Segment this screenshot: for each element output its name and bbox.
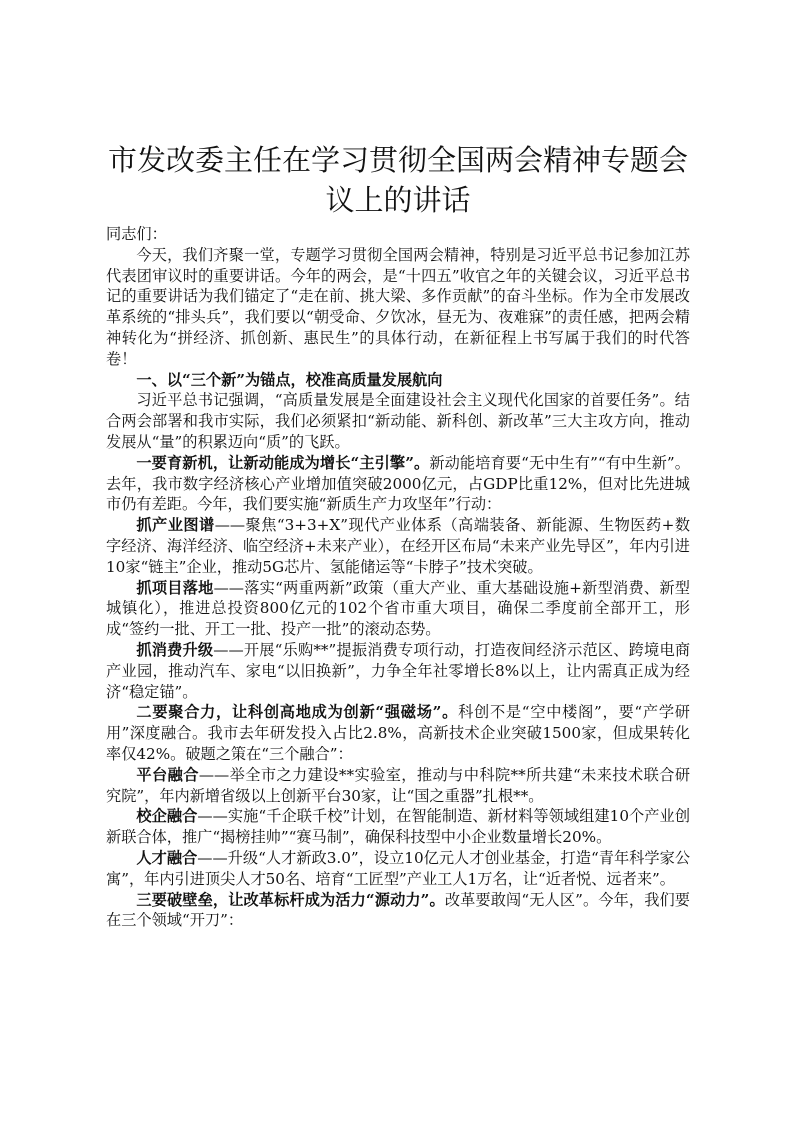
item-5-paragraph [106, 806, 690, 848]
point-2-paragraph [106, 702, 690, 764]
point-2-heading: 二要聚合力，让科创高地成为创新“强磁场”。 [136, 703, 459, 722]
item-6-label: 人才融合 [136, 848, 198, 867]
item-6-paragraph [106, 848, 690, 890]
point-3-paragraph [106, 890, 690, 932]
point-1-text: 新动能培育要“无中生有”“有中生新”。去年，我市数字经济核心产业增加值突破2000亿元，占GDP比重12%，但对比先进城市仍有差距。今年，我们要实施“新质生产力攻坚年”行动： [106, 453, 690, 514]
document-body [106, 224, 690, 931]
document-title [106, 140, 690, 220]
section-1-intro: 习近平总书记强调，“高质量发展是全面建设社会主义现代化国家的首要任务”。结合两会部署和我市实际，我们必须紧扣“新动能、新科创、新改革”三大主攻方向，推动发展从“量”的积累迈向“质”的飞跃。 [106, 391, 690, 451]
salutation: 同志们： [106, 225, 167, 243]
item-4-label: 平台融合 [136, 765, 199, 784]
item-2-paragraph [106, 578, 690, 640]
document-page [106, 140, 690, 931]
item-2-label: 抓项目落地 [136, 578, 214, 597]
item-3-label: 抓消费升级 [136, 640, 214, 659]
item-2-text: ——落实“两重两新”政策（重大产业、重大基础设施+新型消费、新型城镇化），推进总投资800亿元的102个省市重大项目，确保二季度前全部开工，形成“签约一批、开工一批、投产一批”的滚动态势。 [106, 578, 690, 639]
item-5-label: 校企融合 [136, 807, 198, 826]
title-line-1: 市发改委主任在学习贯彻全国两会精神专题会 [107, 143, 688, 177]
point-1-heading: 一要育新机，让新动能成为增长“主引擎”。 [136, 453, 430, 472]
item-1-text: ——聚焦“3+3+X”现代产业体系（高端装备、新能源、生物医药+数字经济、海洋经济、临空经济+未来产业），在经开区布局“未来产业先导区”，年内引进10家“链主”企业，推动5G芯片、氢能储运等“卡脖子”技术突破。 [106, 516, 691, 576]
item-5-text: ——实施“千企联千校”计划，在智能制造、新材料等领域组建10个产业创新联合体，推广“揭榜挂帅”“赛马制”，确保科技型中小企业数量增长20%。 [106, 807, 691, 847]
item-4-paragraph [106, 765, 690, 807]
point-2-text: 科创不是“空中楼阁”，要“产学研用”深度融合。我市去年研发投入占比2.8%，高新技术企业突破1500家，但成果转化率仅42%。破题之策在“三个融合”： [106, 703, 690, 763]
point-3-heading: 三要破壁垒，让改革标杆成为活力“源动力”。 [136, 890, 445, 909]
item-3-paragraph [106, 640, 690, 702]
item-1-paragraph [106, 515, 690, 577]
item-1-label: 抓产业图谱 [136, 516, 215, 535]
section-1-heading: 一、以“三个新”为锚点，校准高质量发展航向 [136, 370, 443, 389]
point-3-text: 改革要敢闯“无人区”。今年，我们要在三个领域“开刀”： [106, 890, 690, 930]
intro-paragraph: 今天，我们齐聚一堂，专题学习贯彻全国两会精神，特别是习近平总书记参加江苏代表团审议时的重要讲话。今年的两会，是“十四五”收官之年的关键会议，习近平总书记的重要讲话为我们锚定了“走在前、挑大梁、多作贡献”的奋斗坐标。作为全市发展改革系统的“排头兵”，我们要以“朝受命、夕饮冰，昼无为、夜难寐”的责任感，把两会精神转化为“拼经济、抓创新、惠民生”的具体行动，在新征程上书写属于我们的时代答卷！ [106, 245, 690, 368]
point-1-paragraph [106, 453, 690, 515]
item-6-text: ——升级“人才新政3.0”，设立10亿元人才创业基金，打造“青年科学家公寓”，年内引进顶尖人才50名、培育“工匠型”产业工人1万名，让“近者悦、远者来”。 [106, 848, 691, 888]
title-line-2: 议上的讲话 [325, 183, 471, 217]
item-3-text: ——开展“乐购**”提振消费专项行动，打造夜间经济示范区、跨境电商产业园，推动汽车、家电“以旧换新”，力争全年社零增长8%以上，让内需真正成为经济“稳定锚”。 [106, 640, 691, 701]
item-4-text: ——举全市之力建设**实验室，推动与中科院**所共建“未来技术联合研究院”，年内新增省级以上创新平台30家，让“国之重器”扎根**。 [106, 765, 691, 805]
